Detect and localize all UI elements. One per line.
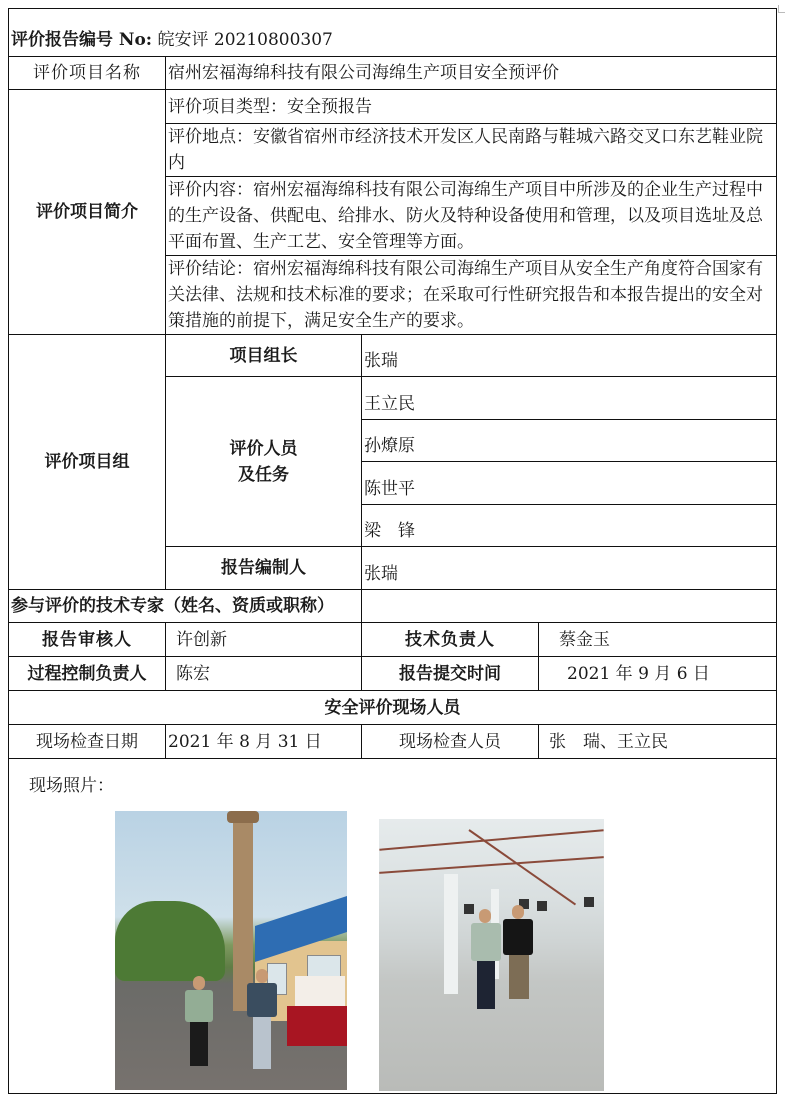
tower-top-graphic — [227, 811, 259, 823]
team-members-label-line1: 评价人员 — [229, 438, 298, 459]
red-table-graphic — [287, 1006, 347, 1046]
report-number-label: 评价报告编号 No: — [11, 30, 153, 50]
onsite-personnel-header: 安全评价现场人员 — [9, 691, 777, 725]
page-corner-mark — [778, 5, 785, 13]
summary-content: 评价内容：宿州宏福海绵科技有限公司海绵生产项目中所涉及的企业生产过程中的生产设备、供配电、给排水、防火及特种设备使用和管理，以及项目选址及总平面布置、生产工艺、安全管理等方面。 — [166, 177, 777, 256]
trees-graphic — [115, 901, 225, 981]
team-member: 梁 锋 — [362, 505, 777, 547]
reviewer-label: 报告审核人 — [9, 623, 166, 657]
tech-lead-label: 技术负责人 — [362, 623, 539, 657]
team-members-label — [166, 377, 362, 547]
submit-time-label: 报告提交时间 — [362, 657, 539, 691]
inspectors-label: 现场检查人员 — [362, 725, 539, 759]
team-members-label-line2: 及任务 — [238, 464, 289, 485]
site-photos-label: 现场照片： — [29, 776, 114, 796]
process-control-label: 过程控制负责人 — [9, 657, 166, 691]
inspection-date-label: 现场检查日期 — [9, 725, 166, 759]
experts-empty-cell — [362, 590, 777, 623]
process-control-value: 陈宏 — [166, 657, 362, 691]
project-name-label: 评价项目名称 — [9, 57, 166, 90]
inspectors-value: 张 瑞、王立民 — [539, 725, 777, 759]
report-author-value: 张瑞 — [362, 547, 777, 590]
tech-lead-value: 蔡金玉 — [539, 623, 777, 657]
team-member: 陈世平 — [362, 462, 777, 505]
entrance-tower-graphic — [233, 811, 253, 1011]
team-member: 王立民 — [362, 377, 777, 420]
evaluation-report-table — [8, 8, 777, 1094]
reviewer-value: 许创新 — [166, 623, 362, 657]
report-number-value: 皖安评 20210800307 — [157, 30, 333, 50]
site-photo-entrance — [115, 811, 347, 1090]
report-number-cell — [9, 9, 777, 57]
team-leader-value: 张瑞 — [362, 335, 777, 377]
site-photos-cell — [9, 759, 777, 1094]
site-photo-workshop — [379, 819, 604, 1091]
summary-location: 评价地点：安徽省宿州市经济技术开发区人民南路与鞋城六路交叉口东艺鞋业院内 — [166, 124, 777, 177]
report-author-label: 报告编制人 — [166, 547, 362, 590]
project-name-value: 宿州宏福海绵科技有限公司海绵生产项目安全预评价 — [166, 57, 777, 90]
team-member: 孙燎原 — [362, 420, 777, 462]
team-leader-label: 项目组长 — [166, 335, 362, 377]
inspection-date-value: 2021 年 8 月 31 日 — [166, 725, 362, 759]
experts-label: 参与评价的技术专家（姓名、资质或职称） — [9, 590, 362, 623]
summary-type: 评价项目类型：安全预报告 — [166, 90, 777, 124]
team-label: 评价项目组 — [9, 335, 166, 590]
submit-time-value: 2021 年 9 月 6 日 — [539, 657, 777, 691]
summary-conclusion: 评价结论：宿州宏福海绵科技有限公司海绵生产项目从安全生产角度符合国家有关法律、法规和技术标准的要求；在采取可行性研究报告和本报告提出的安全对策措施的前提下，满足安全生产的要求。 — [166, 256, 777, 335]
summary-label: 评价项目简介 — [9, 90, 166, 335]
